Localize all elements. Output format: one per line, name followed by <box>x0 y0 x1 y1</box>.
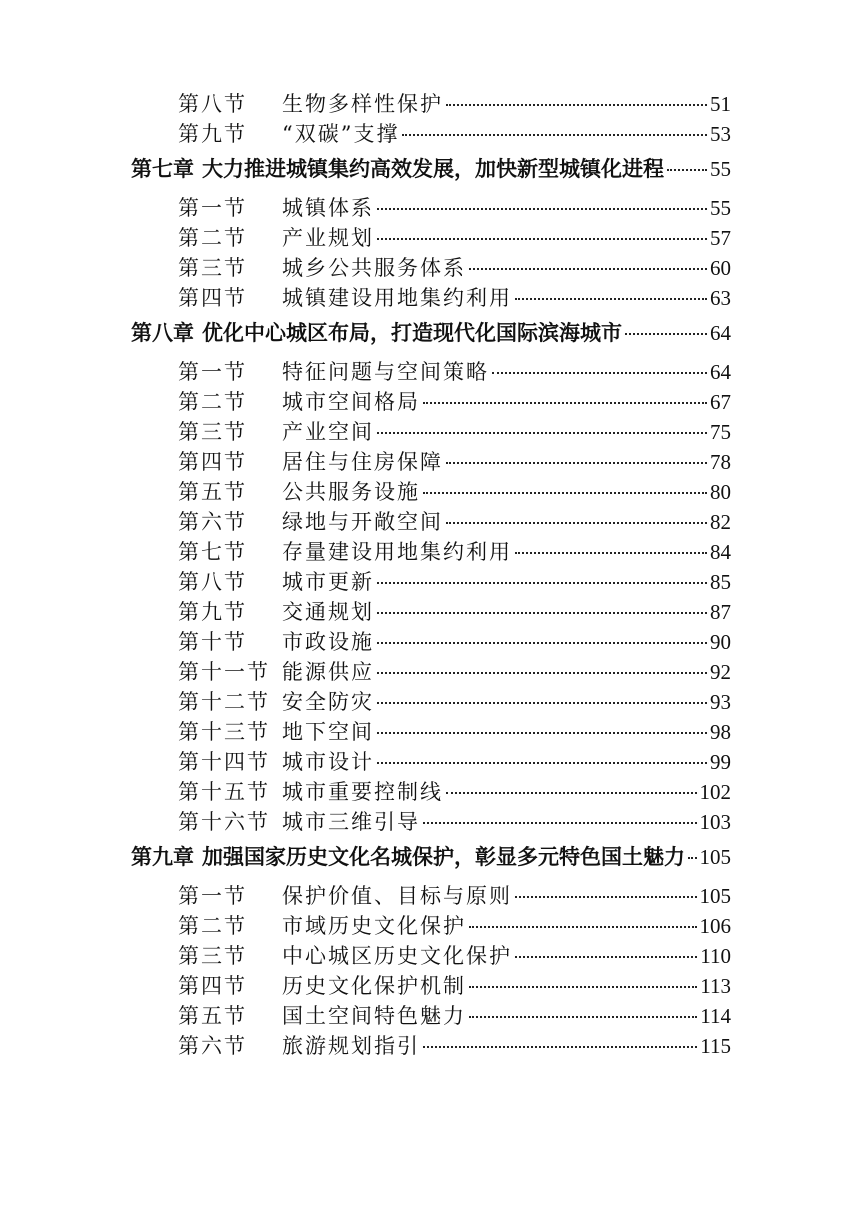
page-number: 55 <box>710 157 731 181</box>
toc-section-entry[interactable] <box>178 626 731 656</box>
dot-leader <box>469 986 697 988</box>
section-title: 国土空间特色魅力 <box>282 1004 466 1028</box>
section-title: 旅游规划指引 <box>282 1034 420 1058</box>
section-label: 第二节 <box>178 914 247 938</box>
section-label: 第十三节 <box>178 720 270 744</box>
toc-section-entry[interactable] <box>178 282 731 312</box>
toc-section-entry[interactable] <box>178 386 731 416</box>
page-number: 87 <box>710 600 731 624</box>
toc-section-entry[interactable] <box>178 806 731 836</box>
toc-section-entry[interactable] <box>178 776 731 806</box>
toc-section-entry[interactable] <box>178 356 731 386</box>
dot-leader <box>515 298 707 300</box>
toc-section-entry[interactable] <box>178 746 731 776</box>
page-number: 64 <box>710 321 731 345</box>
dot-leader <box>469 926 697 928</box>
section-label: 第十节 <box>178 630 247 654</box>
toc-section-entry[interactable] <box>178 970 731 1000</box>
page-number: 105 <box>699 845 731 869</box>
page-number: 103 <box>699 810 731 834</box>
section-label: 第二节 <box>178 390 247 414</box>
section-title: 城镇体系 <box>282 196 374 220</box>
section-label: 第三节 <box>178 256 247 280</box>
toc-section-entry[interactable] <box>178 716 731 746</box>
section-label: 第八节 <box>178 570 247 594</box>
dot-leader <box>469 268 707 270</box>
chapter-title: 加强国家历史文化名城保护，彰显多元特色国土魅力 <box>202 845 685 869</box>
toc-section-entry[interactable] <box>178 222 731 252</box>
section-label: 第四节 <box>178 974 247 998</box>
page-number: 93 <box>710 690 731 714</box>
page-number: 80 <box>710 480 731 504</box>
section-label: 第五节 <box>178 1004 247 1028</box>
toc-section-entry[interactable] <box>178 910 731 940</box>
section-title: 保护价值、目标与原则 <box>282 884 512 908</box>
page-number: 110 <box>700 944 731 968</box>
section-title: 产业规划 <box>282 226 374 250</box>
section-title: 中心城区历史文化保护 <box>282 944 512 968</box>
section-title: 能源供应 <box>282 660 374 684</box>
toc-section-entry[interactable] <box>178 536 731 566</box>
section-label: 第四节 <box>178 450 247 474</box>
dot-leader <box>515 552 707 554</box>
section-label: 第三节 <box>178 420 247 444</box>
section-title: 城乡公共服务体系 <box>282 256 466 280</box>
section-title: 城市重要控制线 <box>282 780 443 804</box>
page-number: 78 <box>710 450 731 474</box>
dot-leader <box>446 104 707 106</box>
section-label: 第十五节 <box>178 780 270 804</box>
dot-leader <box>688 857 697 859</box>
toc-section-entry[interactable] <box>178 940 731 970</box>
page-number: 67 <box>710 390 731 414</box>
section-title: 存量建设用地集约利用 <box>282 540 512 564</box>
section-title: 城市三维引导 <box>282 810 420 834</box>
toc-section-entry[interactable] <box>178 1030 731 1060</box>
dot-leader <box>423 492 707 494</box>
chapter-label: 第七章 <box>131 157 194 181</box>
dot-leader <box>377 612 707 614</box>
section-title: 历史文化保护机制 <box>282 974 466 998</box>
dot-leader <box>667 169 707 171</box>
section-label: 第八节 <box>178 92 247 116</box>
section-title: 安全防灾 <box>282 690 374 714</box>
section-label: 第十四节 <box>178 750 270 774</box>
dot-leader <box>423 1046 697 1048</box>
toc-section-entry[interactable] <box>178 566 731 596</box>
toc-chapter-entry[interactable] <box>131 153 731 185</box>
dot-leader <box>446 462 707 464</box>
toc-chapter-entry[interactable] <box>131 841 731 873</box>
page-number: 98 <box>710 720 731 744</box>
section-title: 城市空间格局 <box>282 390 420 414</box>
toc-section-entry[interactable] <box>178 656 731 686</box>
page-number: 57 <box>710 226 731 250</box>
chapter-title: 优化中心城区布局，打造现代化国际滨海城市 <box>202 321 622 345</box>
chapter-label: 第八章 <box>131 321 194 345</box>
section-label: 第二节 <box>178 226 247 250</box>
section-label: 第九节 <box>178 122 247 146</box>
dot-leader <box>469 1016 697 1018</box>
dot-leader <box>377 642 707 644</box>
page-number: 113 <box>700 974 731 998</box>
section-title: 居住与住房保障 <box>282 450 443 474</box>
toc-chapter-entry[interactable] <box>131 317 731 349</box>
page-number: 63 <box>710 286 731 310</box>
dot-leader <box>377 432 707 434</box>
dot-leader <box>377 732 707 734</box>
section-label: 第十二节 <box>178 690 270 714</box>
section-title: 城市更新 <box>282 570 374 594</box>
page-number: 99 <box>710 750 731 774</box>
page-number: 114 <box>700 1004 731 1028</box>
section-title: 城镇建设用地集约利用 <box>282 286 512 310</box>
section-label: 第九节 <box>178 600 247 624</box>
section-title: 城市设计 <box>282 750 374 774</box>
page-number: 75 <box>710 420 731 444</box>
section-title: 特征问题与空间策略 <box>282 360 489 384</box>
section-label: 第一节 <box>178 360 247 384</box>
page-number: 106 <box>699 914 731 938</box>
toc-section-entry[interactable] <box>178 1000 731 1030</box>
page-number: 53 <box>710 122 731 146</box>
toc-section-entry[interactable] <box>178 252 731 282</box>
page-number: 82 <box>710 510 731 534</box>
toc-section-entry[interactable] <box>178 880 731 910</box>
toc-section-entry[interactable] <box>178 596 731 626</box>
section-label: 第七节 <box>178 540 247 564</box>
page-number: 85 <box>710 570 731 594</box>
section-title: 绿地与开敞空间 <box>282 510 443 534</box>
section-label: 第十六节 <box>178 810 270 834</box>
toc-section-entry[interactable] <box>178 416 731 446</box>
section-label: 第五节 <box>178 480 247 504</box>
dot-leader <box>377 702 707 704</box>
dot-leader <box>625 333 707 335</box>
page-number: 105 <box>699 884 731 908</box>
section-label: 第六节 <box>178 1034 247 1058</box>
section-title: 地下空间 <box>282 720 374 744</box>
dot-leader <box>377 672 707 674</box>
page-number: 64 <box>710 360 731 384</box>
dot-leader <box>402 134 707 136</box>
section-label: 第十一节 <box>178 660 270 684</box>
page-number: 92 <box>710 660 731 684</box>
toc-section-entry[interactable] <box>178 686 731 716</box>
toc-section-entry[interactable] <box>178 506 731 536</box>
chapter-label: 第九章 <box>131 845 194 869</box>
dot-leader <box>377 208 707 210</box>
toc-section-entry[interactable] <box>178 88 731 118</box>
dot-leader <box>446 792 697 794</box>
section-title: 公共服务设施 <box>282 480 420 504</box>
page-number: 51 <box>710 92 731 116</box>
section-title: 市政设施 <box>282 630 374 654</box>
dot-leader <box>377 238 707 240</box>
dot-leader <box>515 896 697 898</box>
section-label: 第四节 <box>178 286 247 310</box>
toc-section-entry[interactable] <box>178 118 731 148</box>
page-number: 60 <box>710 256 731 280</box>
section-title: 市域历史文化保护 <box>282 914 466 938</box>
section-label: 第六节 <box>178 510 247 534</box>
section-title: 生物多样性保护 <box>282 92 443 116</box>
dot-leader <box>423 402 707 404</box>
toc-section-entry[interactable] <box>178 476 731 506</box>
page-number: 55 <box>710 196 731 220</box>
section-label: 第一节 <box>178 196 247 220</box>
dot-leader <box>515 956 697 958</box>
dot-leader <box>446 522 707 524</box>
dot-leader <box>423 822 697 824</box>
section-title: “双碳”支撑 <box>282 122 400 146</box>
chapter-title: 大力推进城镇集约高效发展，加快新型城镇化进程 <box>202 157 664 181</box>
section-title: 交通规划 <box>282 600 374 624</box>
dot-leader <box>492 372 707 374</box>
section-label: 第三节 <box>178 944 247 968</box>
section-label: 第一节 <box>178 884 247 908</box>
dot-leader <box>377 762 707 764</box>
dot-leader <box>377 582 707 584</box>
page-number: 115 <box>700 1034 731 1058</box>
page-number: 102 <box>699 780 731 804</box>
page-number: 84 <box>710 540 731 564</box>
toc-section-entry[interactable] <box>178 192 731 222</box>
page-number: 90 <box>710 630 731 654</box>
toc-section-entry[interactable] <box>178 446 731 476</box>
section-title: 产业空间 <box>282 420 374 444</box>
